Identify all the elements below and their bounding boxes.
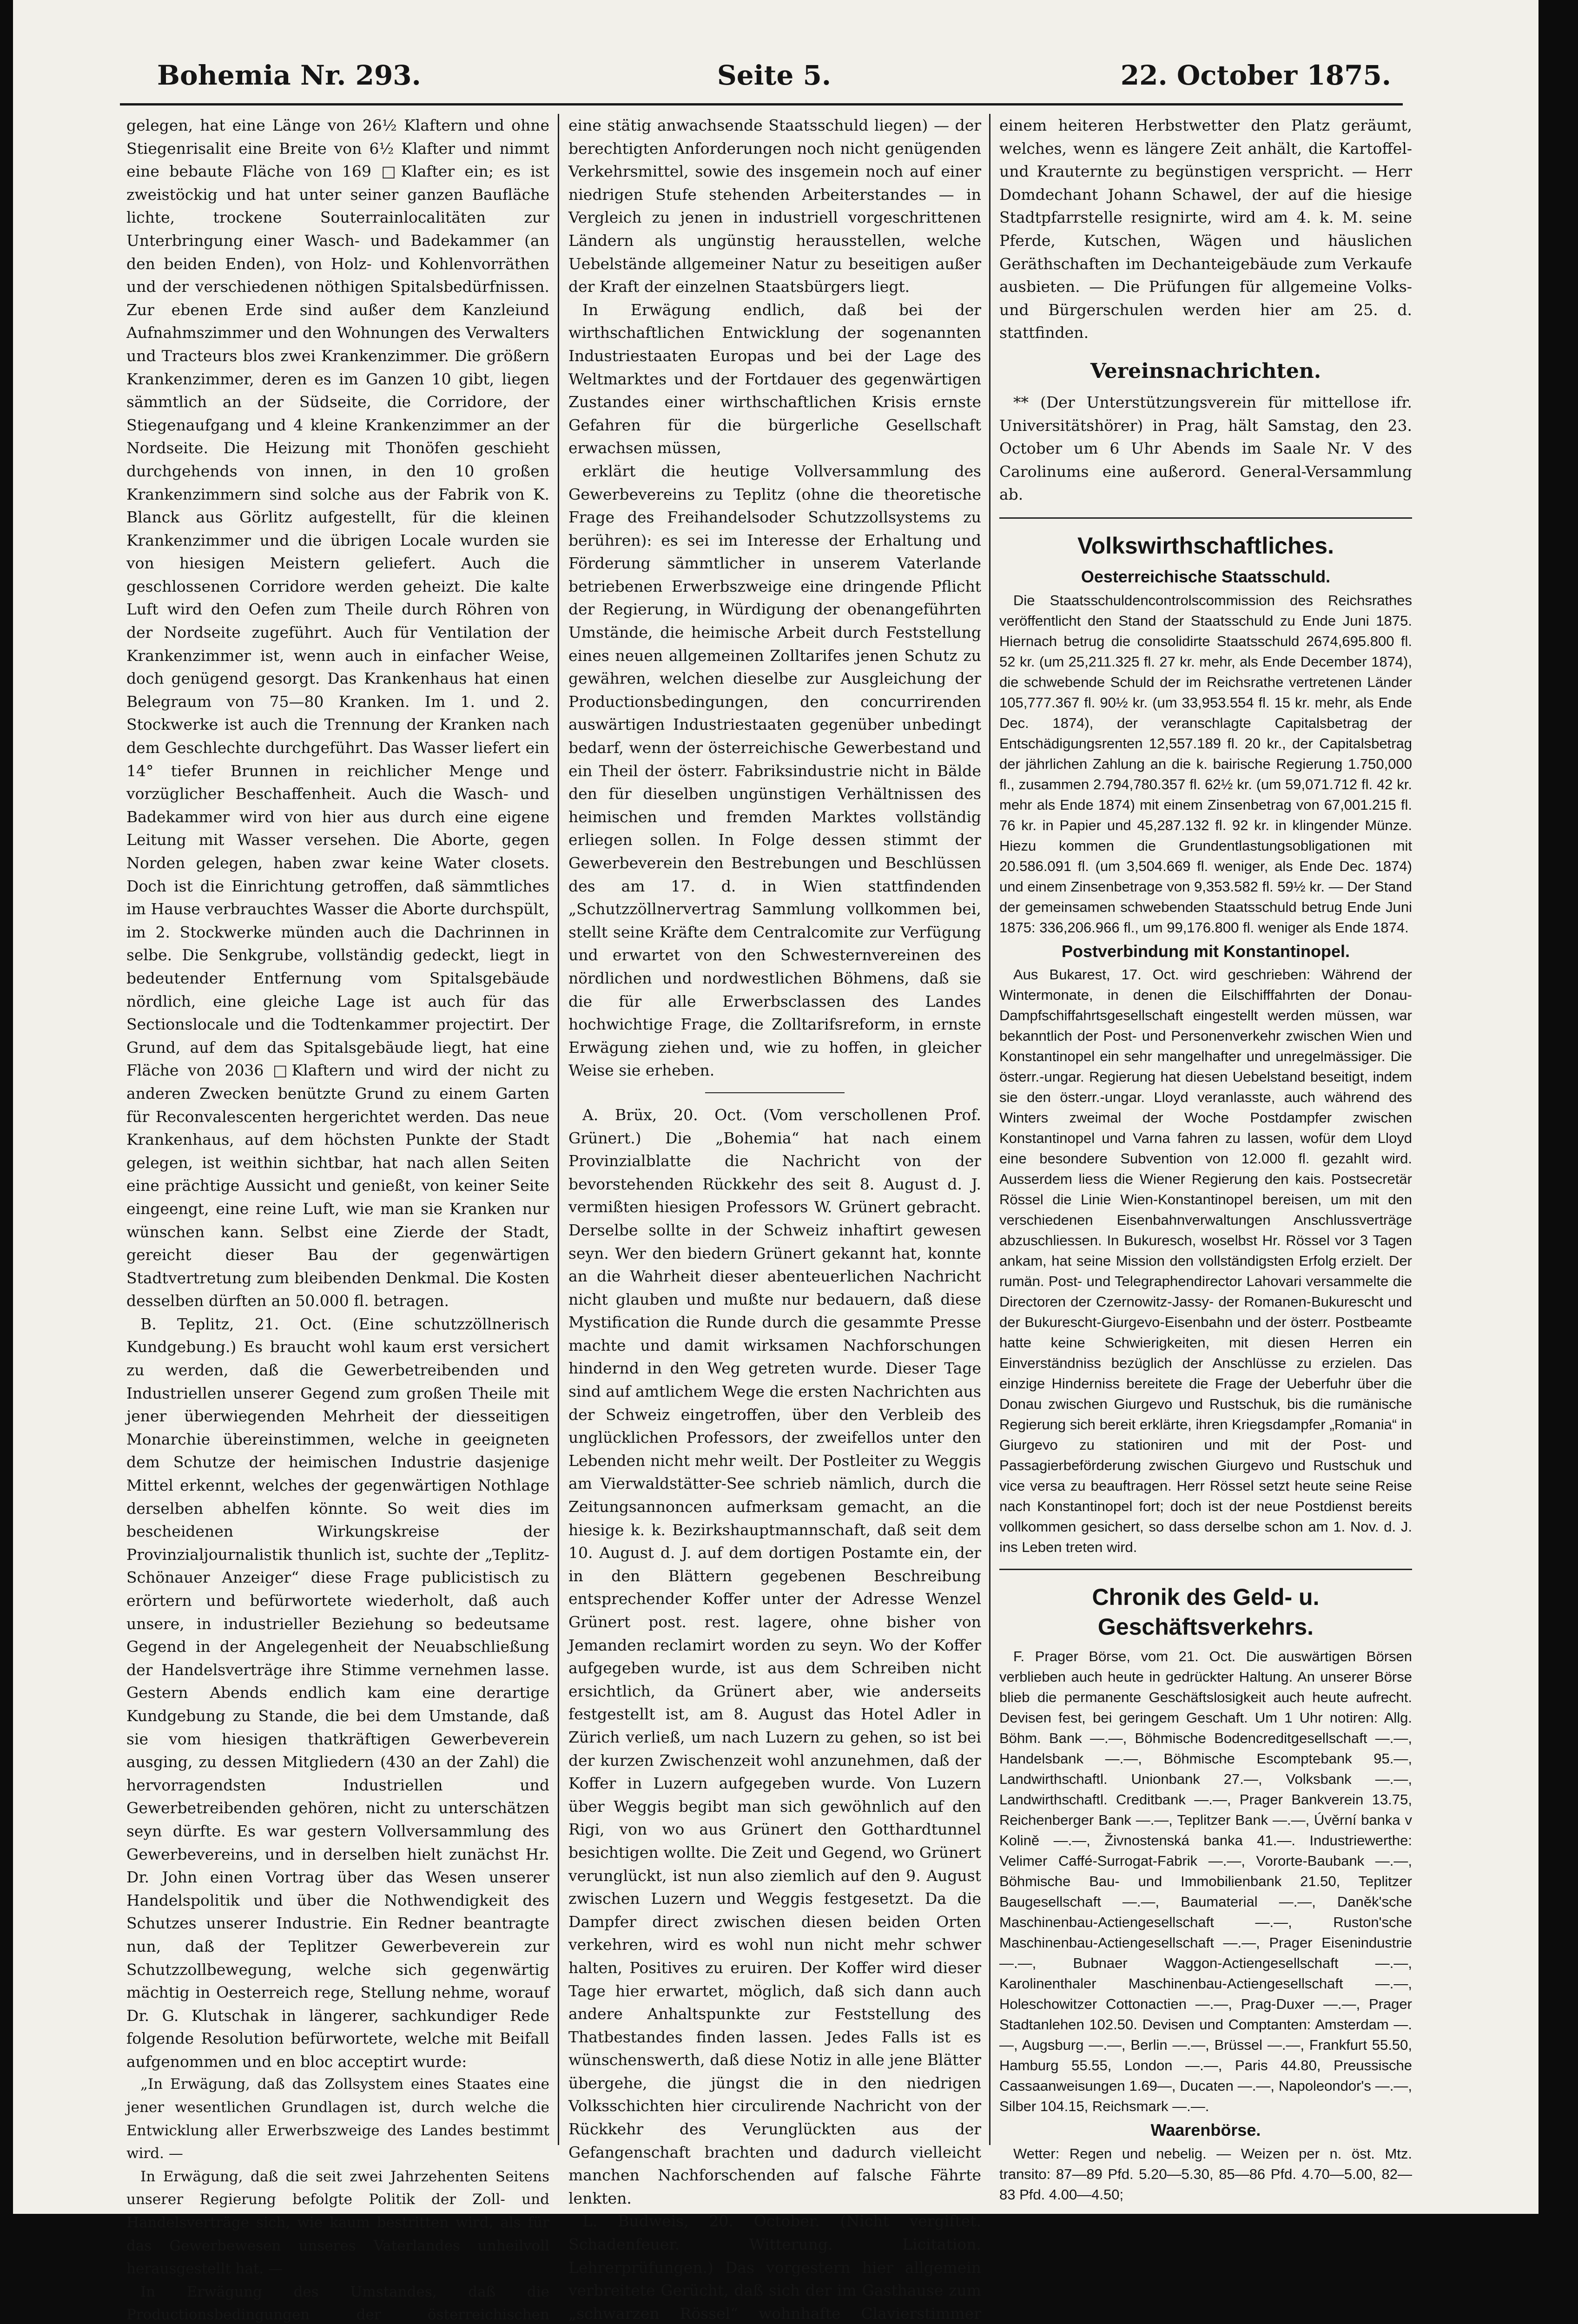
section-heading-chronik: Chronik des Geld- u. Geschäftsverkehrs. bbox=[1092, 1584, 1320, 1640]
subheading-staatsschuld: Oesterreichische Staatsschuld. bbox=[1081, 567, 1331, 586]
resolution-continuation: eine stätig anwachsende Staatsschuld liegen) — der berechtigten Anforderungen noch nicht genügenden Verkehrsmittel, sowie des insgemein noch auf einer niedrigen Stufe stehenden Arbeiterstandes — in Vergleich zu jenen in industriell vorgeschrittenen Ländern als ungünstig herausstellen, welche Uebelstände allgemeiner Natur zu beseitigen außer der Kraft der einzelnen Staatsbürgers liegt. bbox=[568, 116, 981, 296]
resolution-paragraph: In Erwägung endlich, daß bei der wirthschaftlichen Entwicklung der sogenannten Industriestaaten Europas und bei der Lage des Weltmarktes und der Fortdauer des gegenwärtigen Zustandes einer wirthschaftlichen Krisis ernste Gefahren für die bürgerliche Gesellschaft erwachsen müssen, bbox=[568, 300, 981, 457]
header-page-number: Seite 5. bbox=[717, 59, 832, 91]
article-bruex-text: A. Brüx, 20. Oct. (Vom verschollenen Prof. Grünert.) Die „Bohemia“ hat nach einem Provinzialblatte die Nachricht von der bevorstehenden Rückkehr des seit 8. August d. J. vermißten hiesigen Professors W. Grünert gebracht. Derselbe sollte in der Schweiz inhaftirt gewesen seyn. Wer den biedern Grünert gekannt hat, konnte an die Wahrheit dieser abenteuerlichen Nachricht nicht glauben und mußte nur bedauern, daß diese Mystification die Runde durch die gesammte Presse machte und damit wirksamen Nachforschungen hindernd in den Weg getreten wurde. Dieser Tage sind auf amtlichem Wege die ersten Nachrichten aus der Schweiz eingetroffen, über den Verbleib des unglücklichen Professors, der zweifellos unter den Lebenden nicht mehr weilt. Der Postleiter zu Weggis am Vierwaldstätter-See schrieb nämlich, durch die Zeitungsannoncen aufmerksam gemacht, an die hiesige k. k. Bezirkshauptmannschaft, daß seit dem 10. August d. J. auf dem dortigen Postamte ein, der in den Blättern gegebenen Beschreibung entsprechender Koffer unter der Adresse Wenzel Grünert post. rest. lagere, ohne bisher von Jemanden reclamirt worden zu seyn. Wo der Koffer aufgegeben wurde, ist aus dem Schreiben nicht ersichtlich, da Grünert aber, wie anderseits festgestellt ist, am 8. August das Hotel Adler in Zürich verließ, um nach Luzern zu gehen, so ist bei der kurzen Zwischenzeit wohl anzunehmen, daß der Koffer in Luzern aufgegeben wurde. Von Luzern über Weggis begibt man sich gewöhnlich auf den Rigi, von wo aus Grünert den Gotthardtunnel besichtigen wollte. Die Zeit und Gegend, wo Grünert verunglückt, ist nun also ziemlich auf den 9. August zwischen Luzern und Weggis festgesetzt. Da die Dampfer direct zwischen diesen beiden Orten verkehren, wird es wohl nun nicht mehr schwer halten, Positives zu eruiren. Der Koffer wird dieser Tage hier erwartet, möglich, daß sich dann auch andere Anhaltspunkte zur Feststellung des Thatbestandes finden lassen. Jedes Falls ist es wünschenswerth, daß diese Notiz in alle jene Blätter übergehe, die jüngst die in den niedrigen Volksschichten hier circulirende Nachricht von der Rückkehr des Verunglückten aus der Gefangenschaft brachten und dadurch vielleicht manchen Nachforschenden auf falsche Fährte lenkten. bbox=[568, 1105, 981, 2207]
resolution-paragraph: In Erwägung, daß die seit zwei Jahrzehenten Seitens unserer Regierung befolgte Politik der Zoll- und Handelsverträge sich, wie kaum bestritten wird, als für das Gewerbewesen unseres Vaterlandes unheilvoll herausgestellt hat. — bbox=[126, 2168, 549, 2278]
article-krankenhaus-text: gelegen, hat eine Länge von 26½ Klaftern und ohne Stiegenrisalit eine Breite von 6½ Klafter und nimmt eine bebaute Fläche von 169 □Klafter ein; es ist zweistöckig und hat unter seiner ganzen Baufläche lichte, trockene Souterrainlocalitäten zur Unterbringung einer Wasch- und Badekammer (an den beiden Enden), von Holz- und Kohlenvorräthen und der verschiedenen nöthigen Spitalsbedürfnissen. Zur ebenen Erde sind außer dem Kanzleiund Aufnahmszimmer und den Wohnungen des Verwalters und Tracteurs blos zwei Krankenzimmer. Die größern Krankenzimmer, deren es im Ganzen 10 gibt, liegen sämmtlich an der Südseite, die Corridore, der Stiegenaufgang und 4 kleine Krankenzimmer an der Nordseite. Die Heizung mit Thonöfen geschieht durchgehends von innen, in den 10 großen Krankenzimmern sind solche aus der Fabrik von K. Blanck aus Görlitz aufgestellt, für die kleinen Krankenzimmer und die übrigen Locale wurden sie von hiesigen Meistern geliefert. Auch die geschlossenen Corridore werden geheizt. Die kalte Luft wird den Oefen zum Theile durch Röhren von der Nordseite zugeführt. Auch für Ventilation der Krankenzimmer ist, wenn auch in einfacher Weise, doch genügend gesorgt. Das Krankenhaus hat einen Belegraum von 75—80 Kranken. Im 1. und 2. Stockwerke ist auch die Trennung der Kranken nach dem Geschlechte durchgeführt. Das Wasser liefert ein 14° tiefer Brunnen in reichlicher Menge und vorzüglicher Beschaffenheit. Auch die Wasch- und Badekammer wird von hier aus durch eine eigene Leitung mit Wasser versehen. Die Aborte, gegen Norden gelegen, haben zwar keine Water closets. Doch ist die Einrichtung getroffen, daß sämmtliches im Hause verbrauchtes Wasser die Aborte durchspült, im 2. Stockwerke münden auch die Dachrinnen in selbe. Die Senkgrube, vollständig gedeckt, liegt in bedeutender Entfernung vom Spitalsgebäude nördlich, eine gleiche Lage ist auch für das Sectionslocale und die Todtenkammer projectirt. Der Grund, auf dem das Spitalsgebäude liegt, hat eine Fläche von 2036 □Klaftern und wird der nicht zu anderen Zwecken benützte Grund zu einem Garten für Reconvalescenten hergerichtet werden. Das neue Krankenhaus, auf dem höchsten Punkte der Stadt gelegen, ist weithin sichtbar, hat nach allen Seiten eine prächtige Aussicht und genießt, von keiner Seite eingeengt, eine reine Luft, wie man sie Kranken nur wünschen kann. Selbst eine Zierde der Stadt, gereicht dieser Bau der gegenwärtigen Stadtvertretung zum bleibenden Denkmal. Die Kosten desselben dürften an 50.000 fl. betragen. bbox=[126, 116, 549, 1310]
article-budweis-text: L. Budweis, 20. October. (Nicht vergiftet. Schadenfeuer. Witterung. Licitation. Lehrerprüfungen.) Das vorgestern hier allgemein verbreitete Gerücht, daß sich der im Gasthause zum „schwarzen Rössel“ wohnhafte Clavierstimmer bbox=[568, 2212, 981, 2323]
header-rule bbox=[120, 103, 1403, 106]
column-divider bbox=[989, 114, 990, 2145]
header-issue: Bohemia Nr. 293. bbox=[157, 59, 421, 91]
article-boerse-text: F. Prager Börse, vom 21. Oct. Die auswärtigen Börsen verblieben auch heute in gedrückter Haltung. An unserer Börse blieb die permanente Geschäftslosigkeit auch heute aufrecht. Devisen fest, bei geringem Geschaft. Um 1 Uhr notiren: Allg. Böhm. Bank —.—, Böhmische Bodencreditgesellschaft —.—, Handelsbank —.—, Böhmische Escomptebank 95.—, Landwirthschaftl. Unionbank 27.—, Volksbank —.—, Landwirthschaftl. Creditbank —.—, Prager Bankverein 13.75, Reichenberger Bank —.—, Teplitzer Bank —.—, Úvěrní banka v Kolině —.—, Živnostenská banka 41.—. Industriewerthe: Velimer Caffé-Surrogat-Fabrik —.—, Vororte-Baubank —.—, Böhmische Bau- und Immobilienbank 21.50, Teplitzer Baugesellschaft —.—, Baumaterial —.—, Daněk'sche Maschinenbau-Actiengesellschaft —.—, Ruston'sche Maschinenbau-Actiengesellschaft —.—, Prager Eisenindustrie —.—, Bubnaer Waggon-Actiengesellschaft —.—, Karolinenthaler Maschinenbau-Actiengesellschaft —.—, Holeschowitzer Cottonactien —.—, Prag-Duxer —.—, Prager Stadtanlehen 102.50. Devisen und Comptanten: Amsterdam —.—, Augsburg —.—, Berlin —.—, Brüssel —.—, Frankfurt 55.50, Hamburg 55.55, London —.—, Paris 44.80, Preussische Cassaanweisungen 1.69—, Ducaten —.—, Napoleondor's —.—, Silber 104.15, Reichsmark —.—. bbox=[999, 1648, 1412, 2115]
subheading-waarenboerse: Waarenbörse. bbox=[1150, 2120, 1261, 2140]
subheading-postverbindung: Postverbindung mit Konstantinopel. bbox=[1062, 941, 1350, 961]
section-rule bbox=[999, 517, 1412, 519]
section-heading-vereinsnachrichten: Vereinsnachrichten. bbox=[1090, 359, 1321, 383]
article-teplitz-text: B. Teplitz, 21. Oct. (Eine schutzzöllnerisch Kundgebung.) Es braucht wohl kaum erst versichert zu werden, daß die Gewerbetreibenden und Industriellen unserer Gegend zum großen Theile mit jener überwiegenden Mehrheit der diesseitigen Monarchie übereinstimmen, welche in geeigneten dem Schutze der heimischen Industrie dasjenige Mittel erkennt, welches der gegenwärtigen Nothlage derselben abhelfen könnte. So weit dies im bescheidenen Wirkungskreise der Provinzialjournalistik thunlich ist, suchte der „Teplitz-Schönauer Anzeiger“ diese Frage publicistisch zu erörtern und befürwortete wiederholt, daß auch unsere, in industrieller Beziehung so bedeutsame Gegend in der Angelegenheit der Neuabschließung der Handelsverträge ihre Stimme vernehmen lasse. Gestern Abends endlich kam eine derartige Kundgebung zu Stande, die bei dem Umstande, daß sie vom hiesigen thatkräftigen Gewerbeverein ausging, zu dessen Mitgliedern (430 an der Zahl) die hervorragendsten Industriellen und Gewerbetreibenden gehören, nicht zu unterschätzen seyn dürfte. Es war gestern Vollversammlung des Gewerbevereins, und in derselben hielt zunächst Hr. Dr. John einen Vortrag über das Wesen unserer Handelspolitik und über die Nothwendigkeit des Schutzes unserer Industrie. Ein Redner beantragte nun, daß der Teplitzer Gewerbeverein zur Schutzzollbewegung, welche sich gegenwärtig mächtig in Oesterreich rege, Stellung nehme, worauf Dr. G. Klutschak in längerer, sachkundiger Rede folgende Resolution befürwortete, welche mit Beifall aufgenommen und en bloc acceptirt wurde: bbox=[126, 1314, 549, 2071]
article-separator bbox=[705, 1092, 845, 1093]
article-staatsschuld-text: Die Staatsschuldencontrolscommission des Reichsrathes veröffentlicht den Stand der Staatsschuld zu Ende Juni 1875. Hiernach betrug die consolidirte Staatsschuld 2674,695.800 fl. 52 kr. (um 25,211.325 fl. 27 kr. mehr, als Ende December 1874), die schwebende Schuld der im Reichsrathe vertretenen Länder 105,777.367 fl. 90½ kr. (um 33,953.554 fl. 15 kr. mehr, als Ende Dec. 1874), der veranschlagte Capitalsbetrag der Entschädigungsrenten 12,557.189 fl. 20 kr., der Capitalsbetrag der jährlichen Zahlung an die k. bairische Regierung 1.750,000 fl., zusammen 2.794,780.357 fl. 62½ kr. (um 59,071.712 fl. 42 kr. mehr als Ende 1874) mit einem Zinsenbetrag von 67,001.215 fl. 76 kr. in Papier und 45,287.132 fl. 92 kr. in klingender Münze. Hiezu kommen die Grundentlastungsobligationen mit 20.586.091 fl. (um 3,504.669 fl. weniger, als Ende Dec. 1874) und einem Zinsenbetrage von 9,353.582 fl. 59½ kr. — Der Stand der gemeinsamen schwebenden Staatsschuld betrug Ende Juni 1875: 336,206.966 fl., um 99,176.800 fl. weniger als Ende 1874. bbox=[999, 592, 1412, 936]
article-verein-text: ** (Der Unterstützungsverein für mittellose ifr. Universitätshörer) in Prag, hält Samstag, den 23. October um 6 Uhr Abends im Saale Nr. V des Carolinums eine außerord. General-Versammlung ab. bbox=[999, 393, 1412, 504]
newspaper-page bbox=[13, 0, 1538, 2324]
article-waarenboerse-text: Wetter: Regen und nebelig. — Weizen per n. öst. Mtz. transito: 87—89 Pfd. 5.20—5.30, 85—86 Pfd. 4.70—5.00, 82—83 Pfd. 4.00—4.50; bbox=[999, 2145, 1412, 2203]
resolution-declaration: erklärt die heutige Vollversammlung des Gewerbevereins zu Teplitz (ohne die theoretische Frage des Freihandelsoder Schutzzollsystems zu berühren): es sei im Interesse der Erhaltung und Förderung sämmtlicher in unserem Vaterlande betriebenen Erwerbszweige eine dringende Pflicht der Regierung, in Würdigung der obenangeführten Umstände, die heimische Arbeit durch Feststellung eines neuen allgemeinen Zolltarifes jenen Schutz zu gewähren, welchen dieselbe zur Ausgleichung der Productionsbedingungen, den concurrirenden auswärtigen Industriestaaten gegenüber unbedingt bedarf, wenn der österreichische Gewerbestand und ein Theil der österr. Fabriksindustrie nicht in Bälde den für dieselben ungünstigen Verhältnissen des heimischen und fremden Marktes vollständig erliegen sollen. In Folge dessen stimmt der Gewerbeverein den Bestrebungen und Beschlüssen des am 17. d. in Wien stattfindenden „Schutzzöllnervertrag Sammlung vollkommen bei, stellt seine Kräfte dem Centralcomite zur Verfügung und erwartet von den Schwesternvereinen des nördlichen und nordwestlichen Böhmens, daß sie die für alle Erwerbsclassen des Landes hochwichtige Frage, die Zolltarifsreform, in ernste Erwägung ziehen und, wie zu hoffen, in gleicher Weise sie erheben. bbox=[568, 462, 981, 1080]
column-divider bbox=[558, 114, 559, 2145]
article-budweis-continuation: einem heiteren Herbstwetter den Platz geräumt, welches, wenn es längere Zeit anhält, die Kartoffel- und Krauternte zu begünstigen verspricht. — Herr Domdechant Johann Schawel, der auf die hiesige Stadtpfarrstelle resignirte, wird am 4. k. M. seine Pferde, Kutschen, Wägen und häuslichen Geräthschaften im Dechanteigebäude zum Verkaufe ausbieten. — Die Prüfungen für allgemeine Volks- und Bürgerschulen werden hier am 25. d. stattfinden. bbox=[999, 116, 1412, 342]
section-rule bbox=[999, 1569, 1412, 1570]
column-2 bbox=[568, 114, 981, 2323]
section-heading-volkswirthschaftliches: Volkswirthschaftliches. bbox=[1077, 532, 1334, 559]
column-1 bbox=[126, 114, 549, 2324]
resolution-paragraph: „In Erwägung, daß das Zollsystem eines Staates eine jener wesentlichen Grundlagen ist, durch welche die Entwicklung aller Erwerbszweige des Landes bestimmt wird. — bbox=[126, 2076, 549, 2162]
resolution-paragraph: In Erwägung des Umstandes, daß die Productionsbedingungen der österreichischen bbox=[126, 2283, 549, 2324]
article-postverbindung-text: Aus Bukarest, 17. Oct. wird geschrieben: Während der Wintermonate, in denen die Eilschifffahrten der Donau-Dampfschiffahrtsgesellschaft eingestellt werden müssen, war bekanntlich der Post- und Personenverkehr zwischen Wien und Konstantinopel ein sehr mangelhafter und unregelmässiger. Die österr.-ungar. Regierung hat diesen Uebelstand beseitigt, indem sie den österr.-ungar. Lloyd veranlasste, auch während des Winters zweimal der Woche Postdampfer zwischen Konstantinopel und Varna fahren zu lassen, wofür dem Lloyd eine besondere Subvention von 12.000 fl. gezahlt wird. Ausserdem liess die Wiener Regierung den kais. Postsecretär Rössel die Linie Wien-Konstantinopel bereisen, um mit den verschiedenen Eisenbahnverwaltungen Anschlussverträge abzuschliessen. In Bukuresch, woselbst Hr. Rössel vor 3 Tagen ankam, hat seine Mission den vollständigsten Erfolg erzielt. Der rumän. Post- und Telegraphendirector Lahovari versammelte die Directoren der Czernowitz-Jassy- der Romanen-Bukurescht und der Bukurescht-Giurgevo-Eisenbahn und der österr. Postbeamte hatte keine Schwierigkeiten, mit diesen Herren ein Einverständniss bezüglich der Anschlüsse zu erzielen. Das einzige Hinderniss bereitete die Frage der Ueberfuhr über die Donau zwischen Giurgevo und Rustschuk, bis die rumänische Regierung sich bereit erklärte, ihren Kriegsdampfer „Romania“ in Giurgevo zu stationiren und mit der Post- und Passagierbeförderung zwischen Giurgevo und Rustschuk und vice versa zu beauftragen. Herr Rössel setzt heute seine Reise nach Konstantinopel fort; doch ist der neue Postdienst bereits vollkommen gesichert, so dass derselbe schon am 1. Nov. d. J. ins Leben treten wird. bbox=[999, 966, 1412, 1556]
header-date: 22. October 1875. bbox=[1120, 59, 1391, 91]
column-3 bbox=[999, 114, 1412, 2203]
page-header bbox=[157, 59, 1391, 101]
